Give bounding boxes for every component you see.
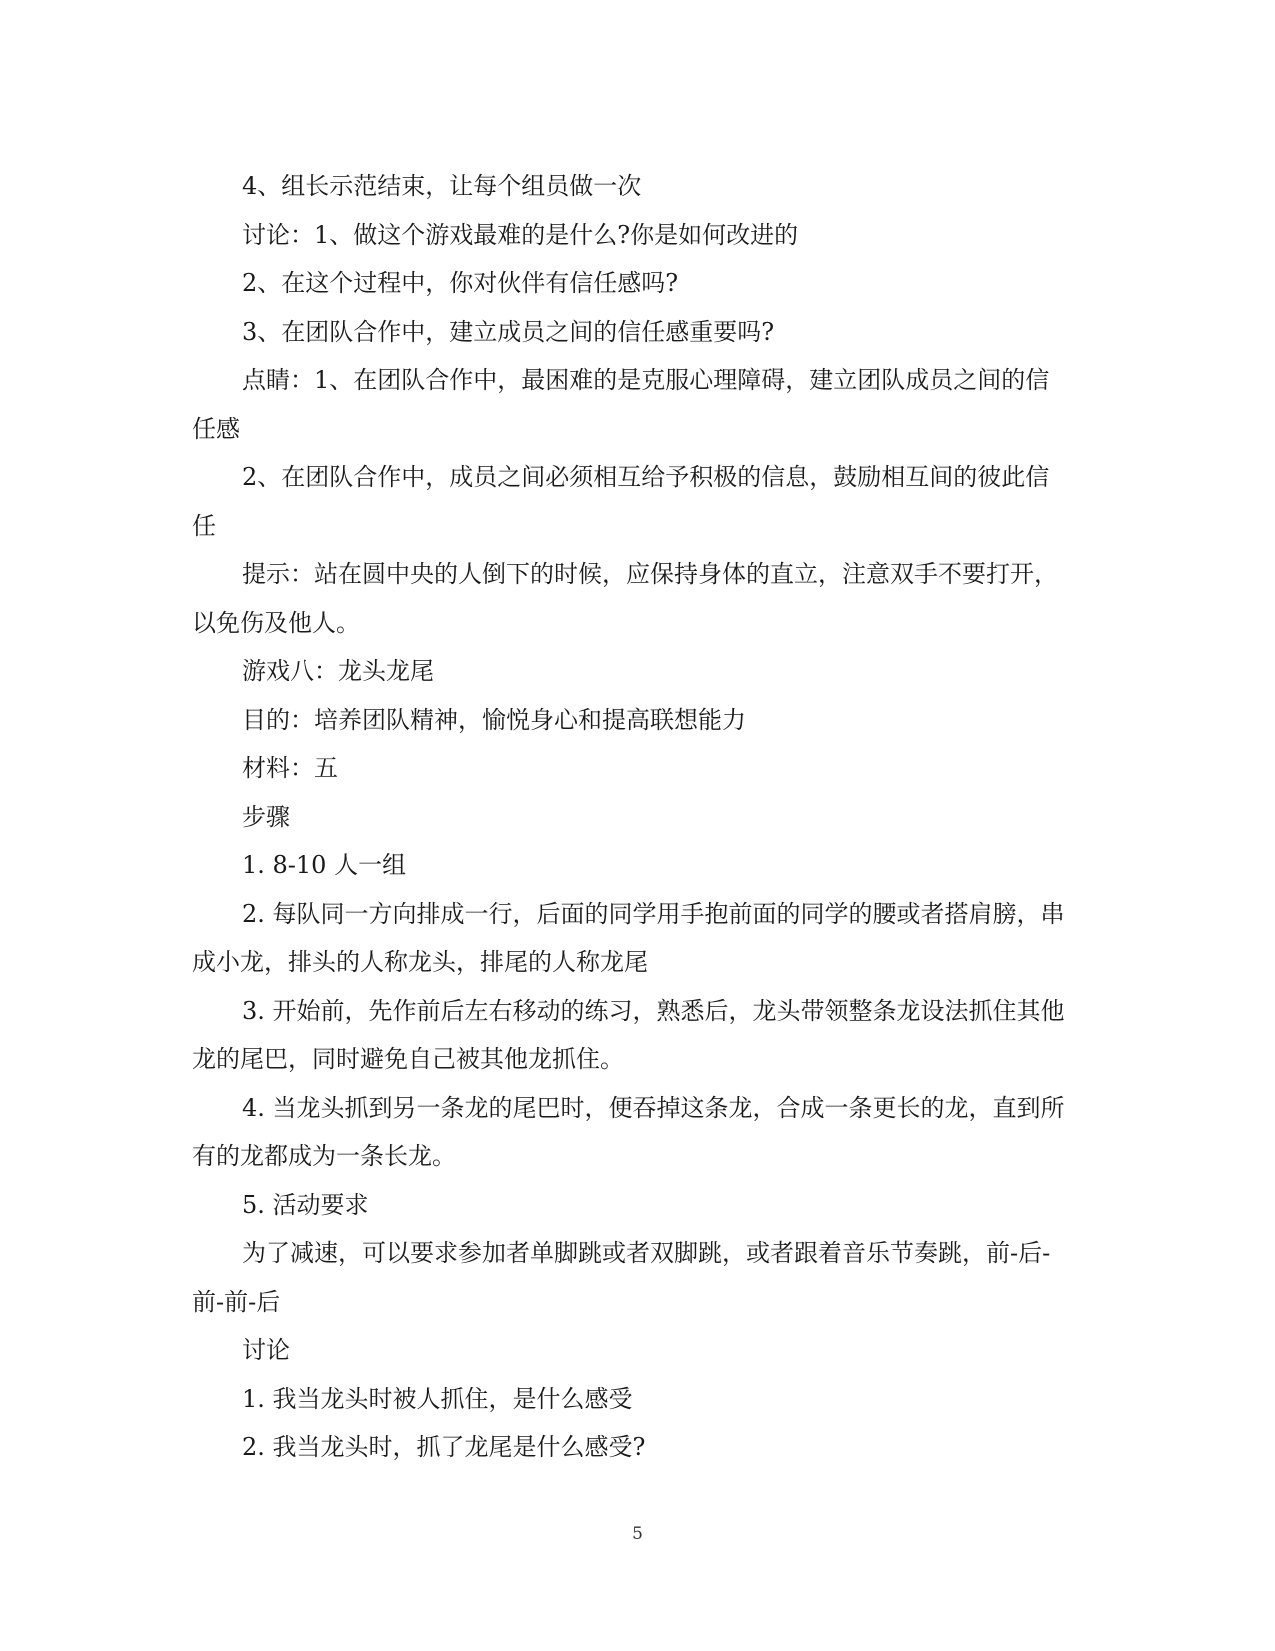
paragraph: 步骤	[242, 802, 290, 831]
paragraph: 讨论：1、做这个游戏最难的是什么?你是如何改进的	[242, 220, 799, 249]
paragraph: 4、组长示范结束，让每个组员做一次	[242, 172, 642, 200]
paragraph: 游戏八：龙头龙尾	[242, 657, 434, 685]
paragraph: 2. 我当龙头时，抓了龙尾是什么感受?	[242, 1433, 646, 1461]
paragraph: 1. 我当龙头时被人抓住，是什么感受	[242, 1384, 633, 1413]
paragraph: 5. 活动要求	[242, 1190, 369, 1219]
paragraph: 2、在这个过程中，你对伙伴有信任感吗?	[242, 269, 679, 297]
page-number: 5	[632, 1524, 643, 1544]
paragraph: 2. 每队同一方向排成一行，后面的同学用手抱前面的同学的腰或者搭肩膀，串成小龙，排头的人称龙头，排尾的人称龙尾	[192, 899, 1065, 976]
paragraph: 目的：培养团队精神，愉悦身心和提高联想能力	[242, 705, 746, 734]
paragraph: 点睛：1、在团队合作中，最困难的是克服心理障碍，建立团队成员之间的信任感	[192, 366, 1050, 443]
paragraph: 1. 8-10 人一组	[242, 851, 407, 879]
paragraph: 材料：五	[242, 754, 338, 782]
paragraph: 为了减速，可以要求参加者单脚跳或者双脚跳，或者跟着音乐节奏跳，前-后-前-前-后	[192, 1239, 1051, 1316]
paragraph: 4. 当龙头抓到另一条龙的尾巴时，便吞掉这条龙，合成一条更长的龙，直到所有的龙都成为一条长龙。	[192, 1093, 1065, 1170]
paragraph: 3、在团队合作中，建立成员之间的信任感重要吗?	[242, 317, 775, 346]
paragraph: 提示：站在圆中央的人倒下的时候，应保持身体的直立，注意双手不要打开，以免伤及他人。	[192, 560, 1058, 637]
document-body	[192, 162, 1072, 1472]
paragraph: 2、在团队合作中，成员之间必须相互给予积极的信息，鼓励相互间的彼此信任	[192, 463, 1050, 540]
paragraph: 3. 开始前，先作前后左右移动的练习，熟悉后，龙头带领整条龙设法抓住其他龙的尾巴，同时避免自己被其他龙抓住。	[192, 996, 1065, 1073]
paragraph: 讨论	[242, 1336, 290, 1364]
